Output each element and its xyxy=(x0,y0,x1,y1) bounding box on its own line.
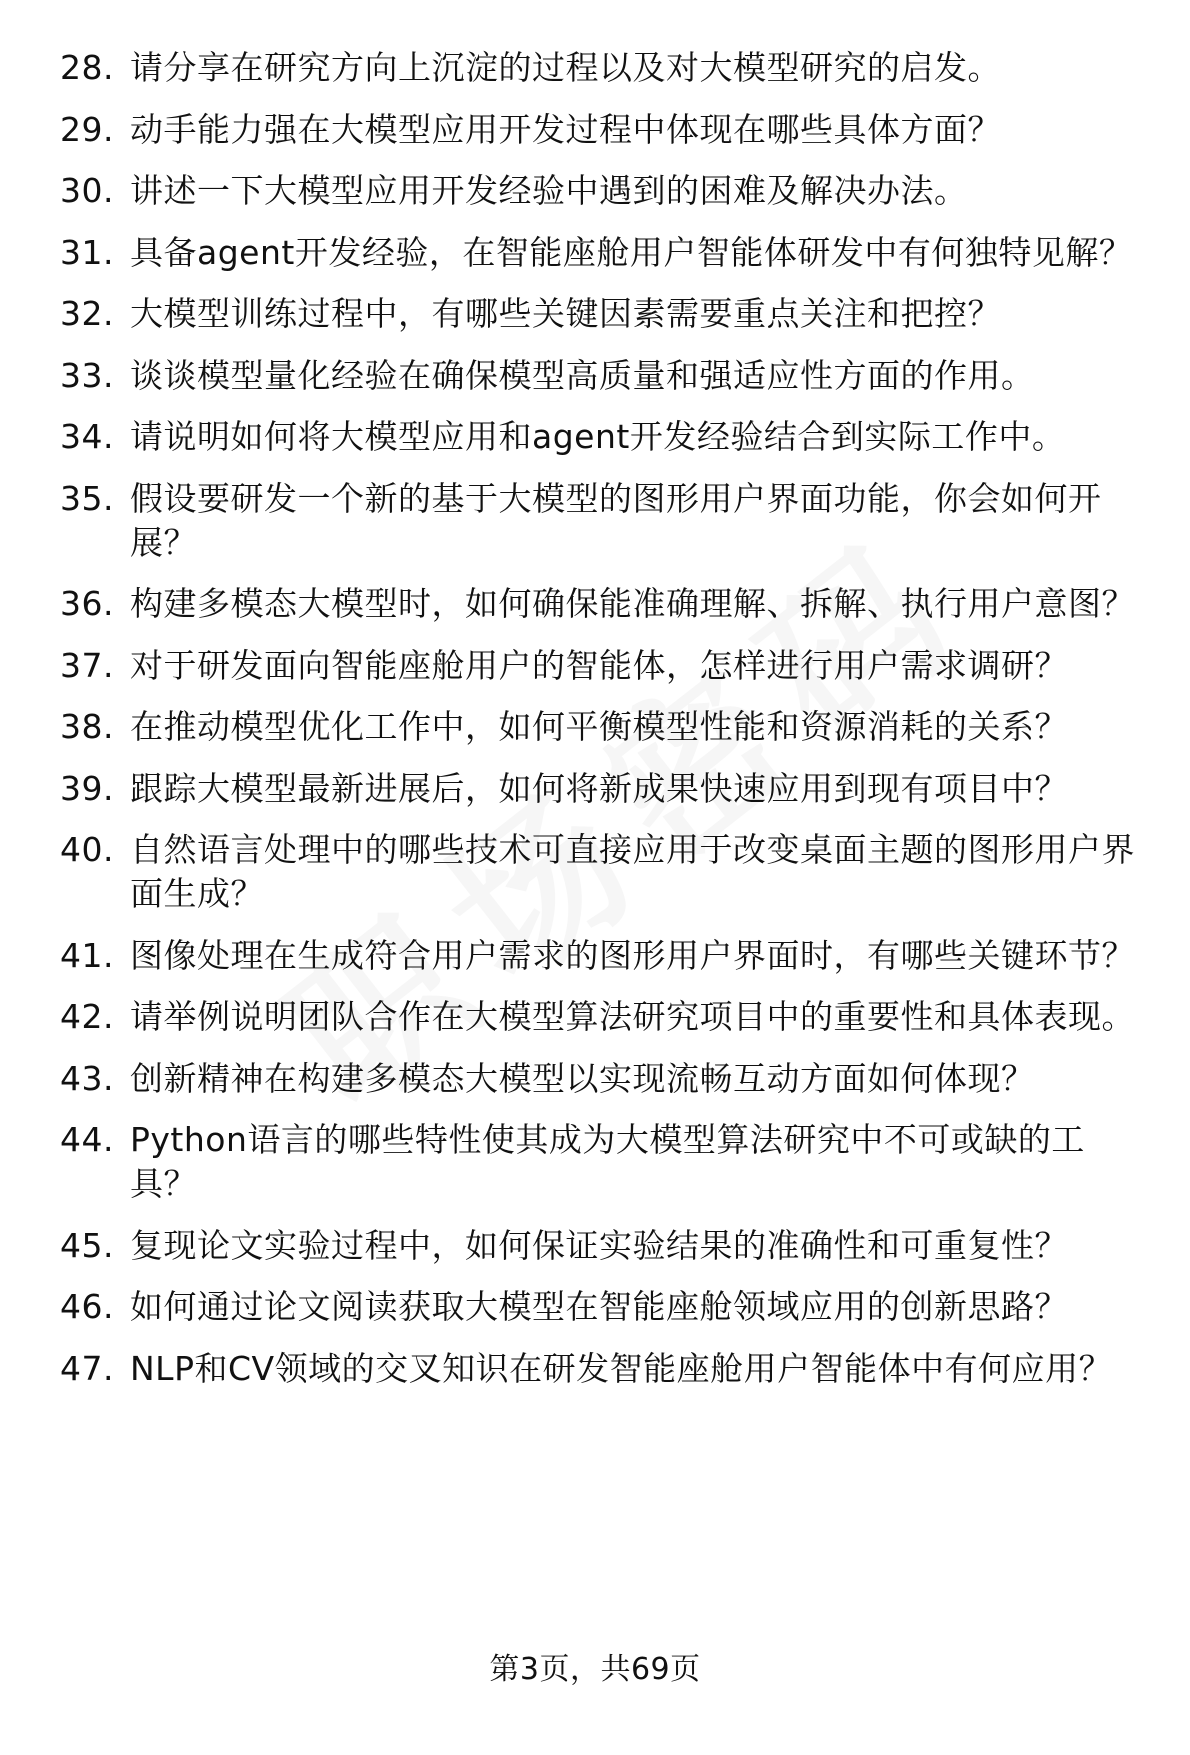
question-item xyxy=(0,934,1190,978)
question-item xyxy=(0,828,1190,916)
question-number: 28. xyxy=(60,48,114,87)
question-text: 谈谈模型量化经验在确保模型高质量和强适应性方面的作用。 xyxy=(130,355,1035,395)
question-number: 38. xyxy=(60,707,114,746)
question-number: 44. xyxy=(60,1120,114,1159)
question-item xyxy=(0,1285,1190,1329)
question-number: 46. xyxy=(60,1287,114,1326)
question-list xyxy=(0,46,1190,1408)
page-footer: 第3页，共69页 xyxy=(489,1652,701,1687)
question-text: NLP和CV领域的交叉知识在研发智能座舱用户智能体中有何应用？ xyxy=(130,1348,1113,1388)
question-text: 自然语言处理中的哪些技术可直接应用于改变桌面主题的图形用户界面生成？ xyxy=(130,830,1135,913)
question-text: 在推动模型优化工作中，如何平衡模型性能和资源消耗的关系？ xyxy=(130,707,1068,746)
question-text: 大模型训练过程中，有哪些关键因素需要重点关注和把控？ xyxy=(130,294,1001,333)
question-item xyxy=(0,767,1190,811)
question-number: 37. xyxy=(60,645,114,685)
question-text: 复现论文实验过程中，如何保证实验结果的准确性和可重复性？ xyxy=(130,1225,1068,1265)
question-text: 对于研发面向智能座舱用户的智能体，怎样进行用户需求调研？ xyxy=(130,645,1068,685)
question-item xyxy=(0,995,1190,1039)
question-number: 47. xyxy=(60,1348,114,1388)
question-number: 40. xyxy=(60,830,114,869)
question-item xyxy=(0,1224,1190,1268)
question-number: 31. xyxy=(60,232,114,272)
question-text: 具备agent开发经验，在智能座舱用户智能体研发中有何独特见解？ xyxy=(130,232,1133,272)
question-number: 35. xyxy=(60,478,114,518)
question-text: Python语言的哪些特性使其成为大模型算法研究中不可或缺的工具？ xyxy=(130,1120,1085,1203)
question-item xyxy=(0,169,1190,213)
question-text: 假设要研发一个新的基于大模型的图形用户界面功能，你会如何开展？ xyxy=(130,478,1102,562)
question-item xyxy=(0,705,1190,749)
question-text: 请分享在研究方向上沉淀的过程以及对大模型研究的启发。 xyxy=(130,48,1001,87)
question-text: 如何通过论文阅读获取大模型在智能座舱领域应用的创新思路？ xyxy=(130,1287,1068,1326)
question-text: 动手能力强在大模型应用开发过程中体现在哪些具体方面？ xyxy=(130,109,1001,149)
question-item xyxy=(0,582,1190,626)
question-number: 39. xyxy=(60,768,114,808)
question-item xyxy=(0,644,1190,688)
question-item xyxy=(0,108,1190,152)
question-item xyxy=(0,415,1190,459)
question-text: 请说明如何将大模型应用和agent开发经验结合到实际工作中。 xyxy=(130,417,1066,456)
question-item xyxy=(0,46,1190,90)
question-number: 34. xyxy=(60,417,114,456)
question-number: 32. xyxy=(60,294,114,333)
question-item xyxy=(0,1057,1190,1101)
question-number: 42. xyxy=(60,997,114,1036)
question-text: 构建多模态大模型时，如何确保能准确理解、拆解、执行用户意图？ xyxy=(130,584,1135,623)
question-item xyxy=(0,1118,1190,1206)
question-text: 跟踪大模型最新进展后，如何将新成果快速应用到现有项目中？ xyxy=(130,768,1068,808)
question-number: 33. xyxy=(60,355,114,395)
question-number: 29. xyxy=(60,109,114,149)
question-text: 图像处理在生成符合用户需求的图形用户界面时，有哪些关键环节？ xyxy=(130,935,1135,975)
question-item xyxy=(0,354,1190,398)
question-text: 请举例说明团队合作在大模型算法研究项目中的重要性和具体表现。 xyxy=(130,997,1135,1036)
question-item xyxy=(0,231,1190,275)
question-number: 30. xyxy=(60,171,114,210)
question-text: 讲述一下大模型应用开发经验中遇到的困难及解决办法。 xyxy=(130,171,968,210)
question-text: 创新精神在构建多模态大模型以实现流畅互动方面如何体现？ xyxy=(130,1058,1035,1098)
question-item xyxy=(0,292,1190,336)
question-number: 45. xyxy=(60,1225,114,1265)
question-number: 36. xyxy=(60,584,114,623)
question-number: 43. xyxy=(60,1058,114,1098)
question-number: 41. xyxy=(60,935,114,975)
question-item xyxy=(0,1347,1190,1391)
question-item xyxy=(0,477,1190,565)
